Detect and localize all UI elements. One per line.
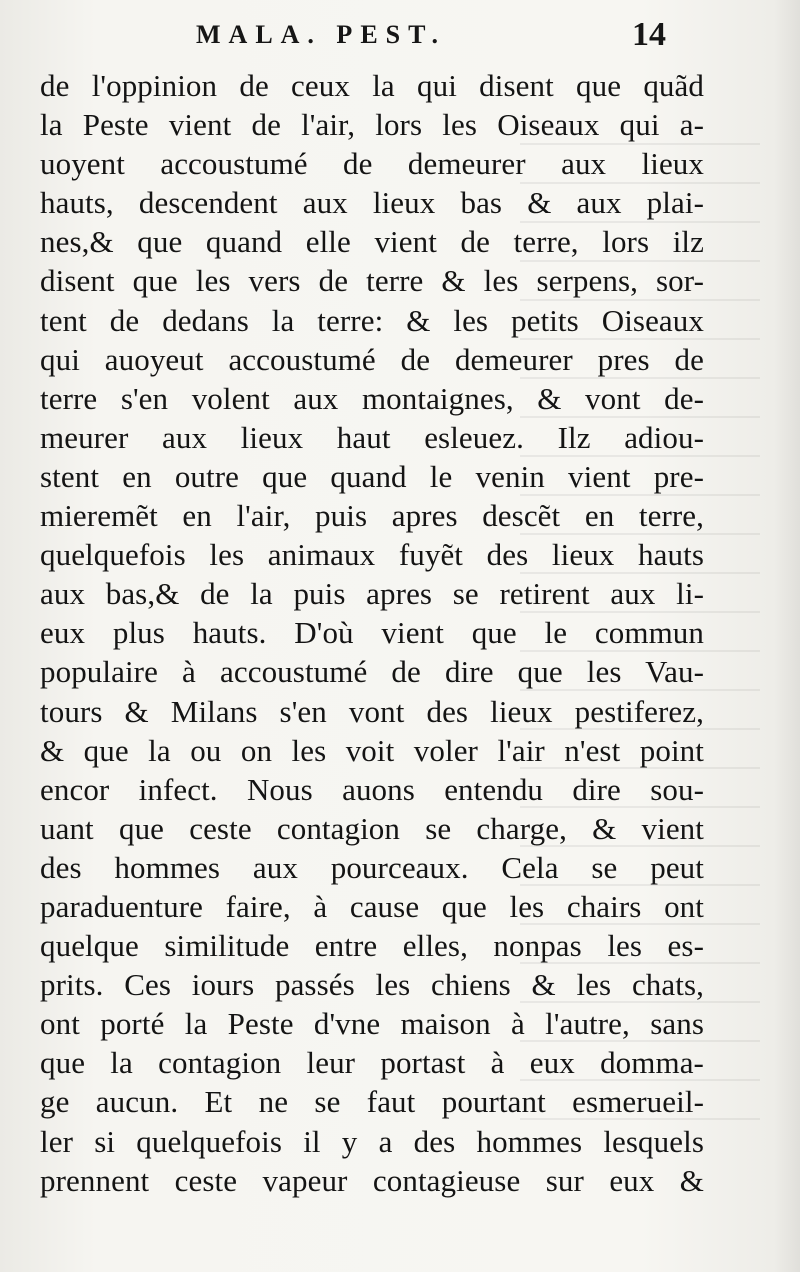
page-number: 14 — [632, 16, 666, 53]
text-line: eux plus hauts. D'où vient que le commun — [40, 615, 704, 651]
text-line: ler si quelquefois il y a des hommes lesquels — [40, 1123, 704, 1159]
text-line: uant que ceste contagion se charge, & vient — [40, 810, 704, 846]
text-line: mieremẽt en l'air, puis apres descẽt en terre, — [40, 498, 704, 534]
text-line: aux bas,& de la puis apres se retirent aux li- — [40, 576, 704, 612]
text-line: stent en outre que quand le venin vient pre- — [40, 458, 704, 494]
text-line: prits. Ces iours passés les chiens & les chats, — [40, 967, 704, 1003]
text-line: terre s'en volent aux montaignes, & vont de- — [40, 380, 704, 416]
text-line: quelque similitude entre elles, nonpas les es- — [40, 928, 704, 964]
text-line: populaire à accoustumé de dire que les Vau- — [40, 654, 704, 690]
text-line: prennent ceste vapeur contagieuse sur eux & — [40, 1162, 704, 1198]
text-line: meurer aux lieux haut esleuez. Ilz adiou- — [40, 419, 704, 455]
text-line: qui auoyeut accoustumé de demeurer pres de — [40, 341, 704, 377]
text-line: paraduenture faire, à cause que les chairs ont — [40, 888, 704, 924]
text-line: que la contagion leur portast à eux domma- — [40, 1045, 704, 1081]
page-header — [0, 14, 800, 64]
text-line: ge aucun. Et ne se faut pourtant esmerueil- — [40, 1084, 704, 1120]
text-line: hauts, descendent aux lieux bas & aux plai- — [40, 185, 704, 221]
text-line: nes,& que quand elle vient de terre, lors ilz — [40, 224, 704, 260]
text-line: uoyent accoustumé de demeurer aux lieux — [40, 146, 704, 182]
text-line: disent que les vers de terre & les serpens, sor- — [40, 263, 704, 299]
text-line: la Peste vient de l'air, lors les Oiseaux qui a- — [40, 107, 704, 143]
text-line: tours & Milans s'en vont des lieux pestiferez, — [40, 693, 704, 729]
body-text — [40, 66, 704, 1200]
text-line: tent de dedans la terre: & les petits Oiseaux — [40, 302, 704, 338]
text-line: encor infect. Nous auons entendu dire sou- — [40, 771, 704, 807]
text-line: des hommes aux pourceaux. Cela se peut — [40, 849, 704, 885]
text-line: & que la ou on les voit voler l'air n'est point — [40, 732, 704, 768]
text-line: quelquefois les animaux fuyẽt des lieux hauts — [40, 537, 704, 573]
running-head: MALA. PEST. — [196, 20, 447, 49]
text-line: de l'oppinion de ceux la qui disent que quãd — [40, 68, 704, 103]
text-line: ont porté la Peste d'vne maison à l'autre, sans — [40, 1006, 704, 1042]
page-edge-shadow — [774, 0, 800, 1272]
